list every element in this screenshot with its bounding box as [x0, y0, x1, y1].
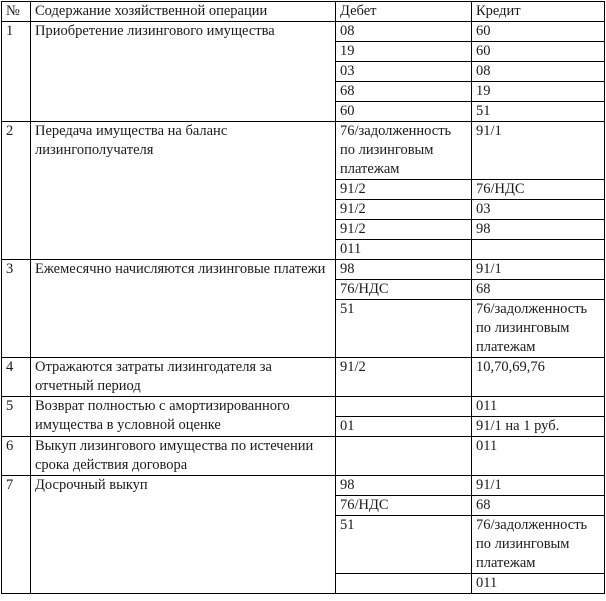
debit-account: 01 — [336, 417, 472, 437]
row-number: 5 — [2, 397, 31, 437]
header-debit: Дебет — [336, 2, 472, 22]
row-number: 1 — [2, 22, 31, 122]
debit-account — [336, 437, 472, 476]
table-row — [2, 437, 605, 476]
credit-account: 76/задолженность по лизинговым платежам — [472, 516, 605, 574]
operation-description: Передача имущества на баланс лизингополучателя — [31, 122, 336, 260]
debit-account: 51 — [336, 300, 472, 358]
debit-account: 76/НДС — [336, 280, 472, 300]
table-row — [2, 397, 605, 417]
header-operation: Содержание хозяйственной операции — [31, 2, 336, 22]
debit-account — [336, 574, 472, 594]
credit-account: 19 — [472, 82, 605, 102]
credit-account — [472, 240, 605, 260]
table-row — [2, 22, 605, 42]
credit-account: 76/НДС — [472, 180, 605, 200]
credit-account: 91/1 на 1 руб. — [472, 417, 605, 437]
row-number: 2 — [2, 122, 31, 260]
credit-account: 91/1 — [472, 122, 605, 180]
credit-account: 10,70,69,76 — [472, 358, 605, 397]
header-number: № — [2, 2, 31, 22]
table-row — [2, 122, 605, 180]
operation-description: Выкуп лизингового имущества по истечении срока действия договора — [31, 437, 336, 476]
operation-description: Отражаются затраты лизингодателя за отчетный период — [31, 358, 336, 397]
operation-description: Приобретение лизингового имущества — [31, 22, 336, 122]
debit-account: 91/2 — [336, 358, 472, 397]
debit-account — [336, 397, 472, 417]
table-row — [2, 260, 605, 280]
debit-account: 91/2 — [336, 220, 472, 240]
row-number: 4 — [2, 358, 31, 397]
debit-account: 98 — [336, 476, 472, 496]
credit-account: 68 — [472, 496, 605, 516]
debit-account: 08 — [336, 22, 472, 42]
operation-description: Ежемесячно начисляются лизинговые платежи — [31, 260, 336, 358]
debit-account: 98 — [336, 260, 472, 280]
table-row — [2, 358, 605, 397]
credit-account: 98 — [472, 220, 605, 240]
debit-account: 011 — [336, 240, 472, 260]
debit-account: 51 — [336, 516, 472, 574]
header-credit: Кредит — [472, 2, 605, 22]
debit-account: 19 — [336, 42, 472, 62]
credit-account: 011 — [472, 397, 605, 417]
row-number: 6 — [2, 437, 31, 476]
credit-account: 91/1 — [472, 260, 605, 280]
debit-account: 60 — [336, 102, 472, 122]
table-row — [2, 476, 605, 496]
debit-account: 76/НДС — [336, 496, 472, 516]
credit-account: 76/задолженность по лизинговым платежам — [472, 300, 605, 358]
credit-account: 60 — [472, 42, 605, 62]
row-number: 3 — [2, 260, 31, 358]
debit-account: 76/задолженность по лизинговым платежам — [336, 122, 472, 180]
header-row — [2, 2, 605, 22]
debit-account: 03 — [336, 62, 472, 82]
table-body — [2, 22, 605, 594]
credit-account: 011 — [472, 574, 605, 594]
operations-table — [1, 1, 605, 594]
credit-account: 68 — [472, 280, 605, 300]
credit-account: 60 — [472, 22, 605, 42]
credit-account: 91/1 — [472, 476, 605, 496]
debit-account: 91/2 — [336, 180, 472, 200]
credit-account: 08 — [472, 62, 605, 82]
debit-account: 68 — [336, 82, 472, 102]
row-number: 7 — [2, 476, 31, 594]
operation-description: Досрочный выкуп — [31, 476, 336, 594]
credit-account: 03 — [472, 200, 605, 220]
credit-account: 51 — [472, 102, 605, 122]
credit-account: 011 — [472, 437, 605, 476]
debit-account: 91/2 — [336, 200, 472, 220]
operation-description: Возврат полностью с амортизированного имущества в условной оценке — [31, 397, 336, 437]
